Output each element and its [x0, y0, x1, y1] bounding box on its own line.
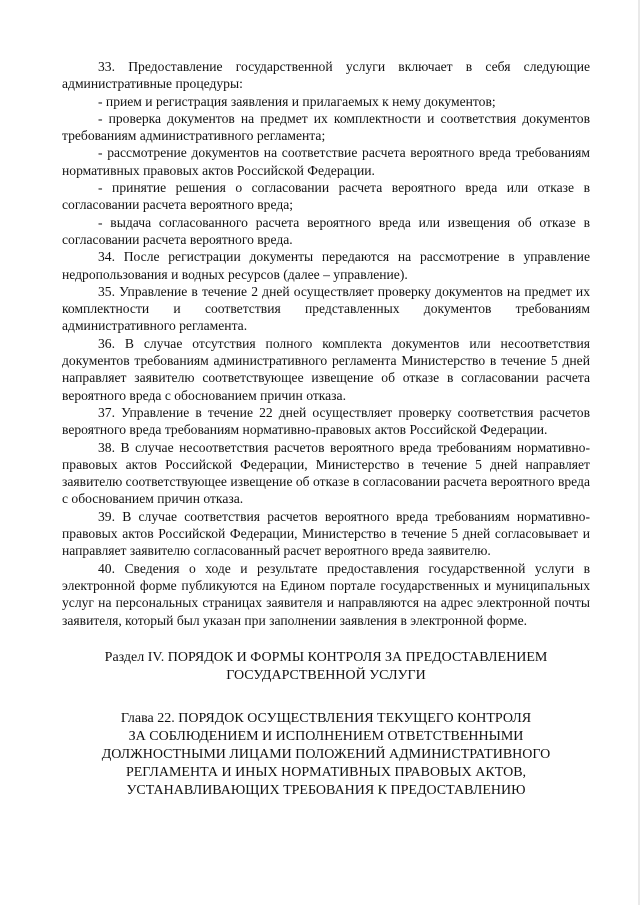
chapter-heading-line-3: ДОЛЖНОСТНЫМИ ЛИЦАМИ ПОЛОЖЕНИЙ АДМИНИСТРАТИВНОГО — [101, 746, 551, 762]
paragraph-37: 37. Управление в течение 22 дней осуществляет проверку соответствия расчетов вероятного вреда требованиям нормативно-правовых актов Российской Федерации. — [62, 404, 590, 438]
list-item-reception: - прием и регистрация заявления и прилагаемых к нему документов; — [98, 93, 496, 109]
chapter-heading — [62, 710, 590, 799]
paragraph-40: 40. Сведения о ходе и результате предоставления государственной услуги в электронной форме публикуются на Едином портале государственных и муниципальных услуг на персональных страницах заявителя и направляются на адрес электронной почты заявителя, который был указан при заполнении заявления в электронной форме. — [62, 560, 590, 628]
paragraph-39: 39. В случае соответствия расчетов вероятного вреда требованиям нормативно-правовых актов Российской Федерации, Министерство в течение 5 дней согласовывает и направляет заявителю согласованный расчет вероятного вреда заявителю. — [62, 508, 590, 559]
list-item-review: - рассмотрение документов на соответствие расчета вероятного вреда требованиям нормативных правовых актов Российской Федерации. — [62, 145, 590, 178]
paragraph-34: 34. После регистрации документы передаются на рассмотрение в управление недропользования и водных ресурсов (далее – управление). — [62, 249, 590, 282]
chapter-heading-line-5: УСТАНАВЛИВАЮЩИХ ТРЕБОВАНИЯ К ПРЕДОСТАВЛЕНИЮ — [126, 782, 526, 798]
chapter-heading-line-2: ЗА СОБЛЮДЕНИЕМ И ИСПОЛНЕНИЕМ ОТВЕТСТВЕННЫМИ — [128, 729, 524, 745]
section-heading-line-1: Раздел IV. ПОРЯДОК И ФОРМЫ КОНТРОЛЯ ЗА ПРЕДОСТАВЛЕНИЕМ — [104, 649, 548, 665]
chapter-heading-line-1: Глава 22. ПОРЯДОК ОСУЩЕСТВЛЕНИЯ ТЕКУЩЕГО КОНТРОЛЯ — [120, 711, 532, 727]
paragraph-35: 35. Управление в течение 2 дней осуществляет проверку документов на предмет их комплектности и соответствия представленных документов требованиям административного регламента. — [62, 283, 590, 334]
list-item-completeness-check: - проверка документов на предмет их комплектности и соответствия документов требованиям административного регламента; — [62, 110, 590, 144]
chapter-heading-line-4: РЕГЛАМЕНТА И ИНЫХ НОРМАТИВНЫХ ПРАВОВЫХ АКТОВ, — [125, 764, 527, 780]
section-heading — [62, 649, 590, 685]
section-heading-line-2: ГОСУДАРСТВЕННОЙ УСЛУГИ — [226, 667, 426, 683]
list-item-issuance: - выдача согласованного расчета вероятного вреда или извещения об отказе в согласовании расчета вероятного вреда. — [62, 214, 590, 247]
paragraph-33: 33. Предоставление государственной услуги включает в себя следующие административные процедуры: — [62, 59, 590, 92]
paragraph-36: 36. В случае отсутствия полного комплекта документов или несоответствия документов требованиям административного регламента Министерство в течение 5 дней направляет заявителю соответствующее извещение об отказе в согласовании расчета вероятного вреда с обоснованием причин отказа. — [62, 335, 590, 403]
document-body — [62, 58, 590, 799]
list-item-decision: - принятие решения о согласовании расчета вероятного вреда или отказе в согласовании расчета вероятного вреда; — [62, 180, 590, 213]
paragraph-38: 38. В случае несоответствия расчетов вероятного вреда требованиям нормативно-правовых актов Российской Федерации, Министерство в течение 5 дней направляет заявителю соответствующее извещение об отказе в согласовании расчета вероятного вреда с обоснованием причин отказа. — [62, 439, 590, 507]
